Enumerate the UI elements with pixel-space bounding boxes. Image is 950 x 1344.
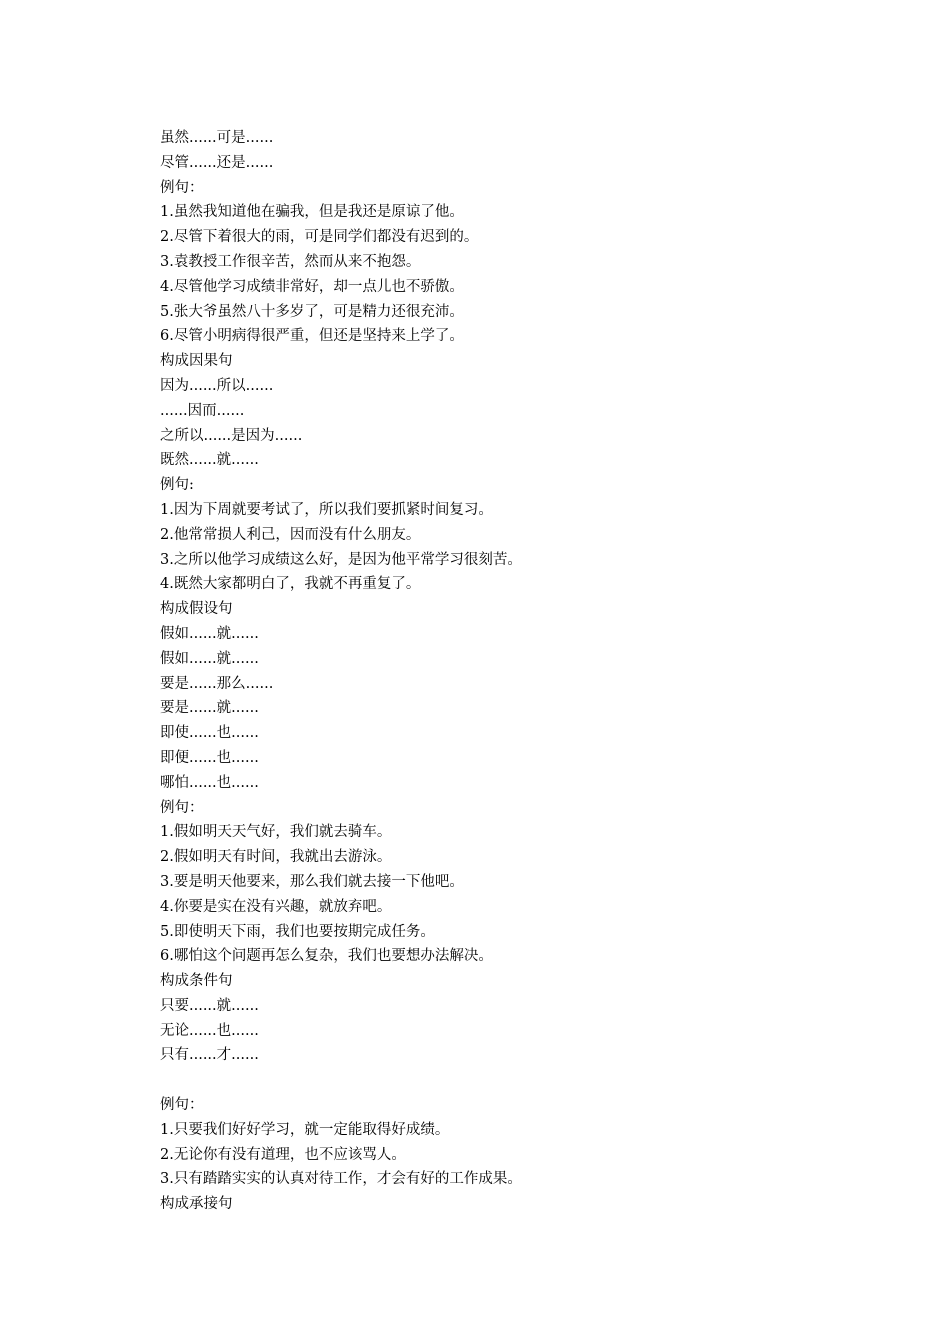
- example-sentence: 4.尽管他学习成绩非常好，却一点儿也不骄傲。: [160, 278, 464, 295]
- example-sentence: 3.要是明天他要来，那么我们就去接一下他吧。: [160, 873, 464, 890]
- example-sentence: 4.你要是实在没有兴趣，就放弃吧。: [160, 898, 392, 915]
- example-sentence: 2.尽管下着很大的雨，可是同学们都没有迟到的。: [160, 229, 479, 246]
- example-sentence: 3.袁教授工作很辛苦，然而从来不抱怨。: [160, 253, 421, 270]
- conjunction-pattern: ......因而......: [160, 402, 245, 419]
- example-sentence: 1.虽然我知道他在骗我，但是我还是原谅了他。: [160, 204, 464, 221]
- conjunction-pattern: 假如......就......: [160, 625, 259, 642]
- example-sentence: 2.他常常损人利己，因而没有什么朋友。: [160, 526, 421, 543]
- conjunction-pattern: 即便......也......: [160, 749, 259, 766]
- example-sentence: 3.之所以他学习成绩这么好，是因为他平常学习很刻苦。: [160, 551, 522, 568]
- conjunction-pattern: 无论......也......: [160, 1022, 259, 1039]
- conjunction-pattern: 假如......就......: [160, 650, 259, 667]
- conjunction-pattern: 虽然......可是......: [160, 130, 274, 146]
- document-body: [160, 126, 880, 1217]
- example-sentence: 5.张大爷虽然八十多岁了，可是精力还很充沛。: [160, 303, 464, 320]
- conjunction-pattern: 哪怕......也......: [160, 774, 259, 791]
- example-sentence: 2.假如明天有时间，我就出去游泳。: [160, 849, 392, 866]
- conjunction-pattern: 要是......就......: [160, 700, 259, 717]
- section-heading: 构成假设句: [160, 601, 233, 618]
- example-heading: 例句：: [160, 179, 204, 196]
- conjunction-pattern: 尽管......还是......: [160, 154, 274, 171]
- conjunction-pattern: 要是......那么......: [160, 675, 274, 692]
- conjunction-pattern: 只要......就......: [160, 997, 259, 1014]
- example-sentence: 5.即使明天下雨，我们也要按期完成任务。: [160, 923, 435, 940]
- section-heading: 构成条件句: [160, 973, 233, 990]
- example-heading: 例句：: [160, 1097, 204, 1114]
- conjunction-pattern: 即使......也......: [160, 725, 259, 742]
- example-sentence: 1.只要我们好好学习，就一定能取得好成绩。: [160, 1121, 450, 1138]
- example-heading: 例句:: [160, 477, 194, 494]
- conjunction-pattern: 因为......所以......: [160, 377, 274, 394]
- conjunction-pattern: 既然......就......: [160, 452, 259, 469]
- section-heading: 构成承接句: [160, 1196, 233, 1213]
- example-sentence: 3.只有踏踏实实的认真对待工作，才会有好的工作成果。: [160, 1171, 522, 1188]
- conjunction-pattern: 之所以......是因为......: [160, 427, 303, 444]
- example-sentence: 1.假如明天天气好，我们就去骑车。: [160, 824, 392, 841]
- section-heading: 构成因果句: [160, 353, 233, 370]
- conjunction-pattern: 只有......才......: [160, 1047, 259, 1064]
- example-sentence: 1.因为下周就要考试了，所以我们要抓紧时间复习。: [160, 501, 493, 518]
- example-sentence: 6.尽管小明病得很严重，但还是坚持来上学了。: [160, 328, 464, 345]
- blank-line: [160, 1068, 880, 1093]
- example-heading: 例句：: [160, 799, 204, 816]
- example-sentence: 4.既然大家都明白了，我就不再重复了。: [160, 576, 421, 593]
- example-sentence: 2.无论你有没有道理，也不应该骂人。: [160, 1146, 406, 1163]
- example-sentence: 6.哪怕这个问题再怎么复杂，我们也要想办法解决。: [160, 948, 493, 965]
